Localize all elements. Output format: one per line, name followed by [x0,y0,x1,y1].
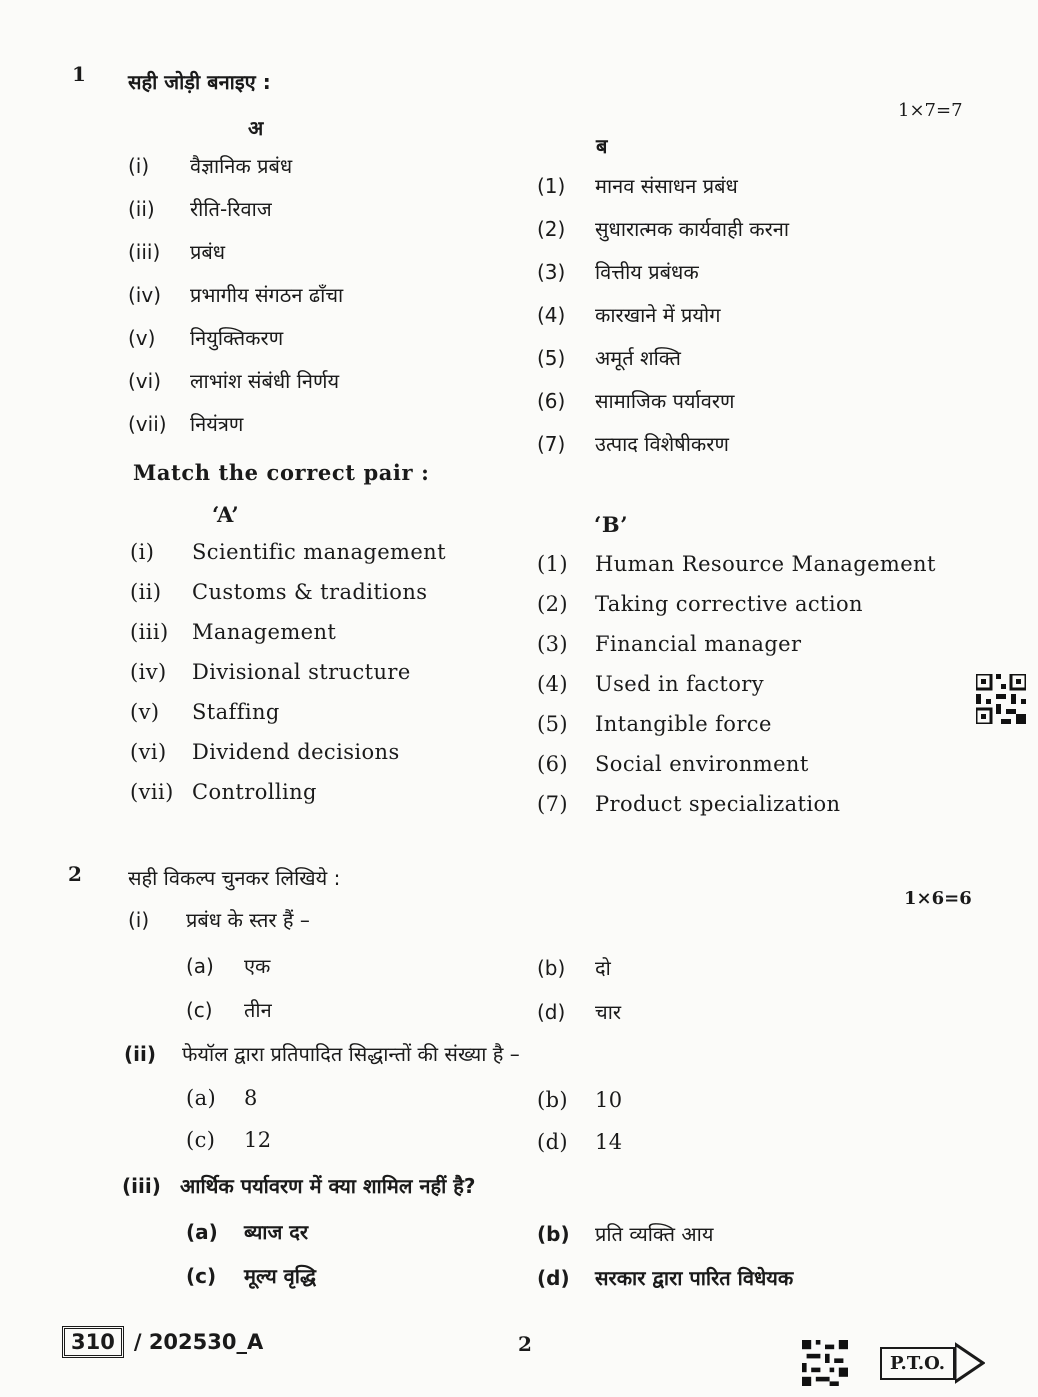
item-number: (3) [537,260,566,284]
list-item [128,195,343,238]
q1-instruction-hindi: सही जोड़ी बनाइए : [128,70,271,94]
item-number: (vi) [130,740,167,764]
item-number: (6) [537,389,566,413]
q1-number: 1 [72,62,86,86]
item-number: (2) [537,592,568,616]
list-item [128,152,343,195]
list-item [537,632,936,672]
item-text: कारखाने में प्रयोग [595,303,721,327]
item-text: Intangible force [595,712,772,736]
item-text: Used in factory [595,672,764,696]
option-text: प्रति व्यक्ति आय [595,1222,714,1246]
item-text: रीति-रिवाज [190,197,272,221]
option-label: (a) [186,1086,217,1110]
item-text: अमूर्त शक्ति [595,346,681,370]
list-item [130,740,446,780]
list-item [130,620,446,660]
option-label: (d) [537,1000,566,1024]
option-label: (b) [537,1222,570,1246]
option-text: मूल्य वृद्धि [244,1264,316,1288]
arrow-right-icon [955,1340,985,1386]
list-item [128,281,343,324]
item-text: Controlling [192,780,317,804]
sub-question-text: प्रबंध के स्तर हैं – [186,908,310,932]
list-item [128,324,343,367]
item-number: (i) [128,154,150,178]
paper-series: / 202530_A [133,1330,264,1354]
q1-col-a-head-english: ‘A’ [212,502,240,527]
list-item [130,660,446,700]
option-label: (a) [186,1220,218,1244]
q2-marks: 1×6=6 [904,888,972,909]
option-text: सरकार द्वारा पारित विधेयक [595,1266,794,1290]
item-text: सुधारात्मक कार्यवाही करना [595,217,790,241]
item-text: Dividend decisions [192,740,400,764]
item-text: प्रबंध [190,240,226,264]
item-number: (4) [537,672,568,696]
item-number: (iv) [128,283,161,307]
list-item [537,592,936,632]
option-d [537,1130,623,1154]
pto-label: P.T.O. [880,1347,955,1380]
q2-sub3-question [122,1172,475,1199]
item-number: (2) [537,217,566,241]
list-item [128,410,343,453]
option-label: (c) [186,1264,217,1288]
option-d [537,998,621,1025]
item-text: Customs & traditions [192,580,428,604]
item-number: (1) [537,174,566,198]
option-text: चार [595,1000,622,1024]
list-item [537,215,789,258]
option-a [186,1218,308,1245]
item-text: लाभांश संबंधी निर्णय [190,369,340,393]
option-label: (c) [186,998,213,1022]
qr-code-icon [976,674,1026,724]
q1-col-b-head-hindi: ब [596,134,608,158]
option-text: 14 [595,1130,623,1154]
option-a [186,1086,258,1110]
q2-sub2-question [124,1040,520,1067]
item-text: Financial manager [595,632,802,656]
option-c [186,1128,272,1152]
q2-sub1-question [128,906,310,933]
sub-question-text: फेयॉल द्वारा प्रतिपादित सिद्धान्तों की संख्या है – [182,1042,520,1066]
item-number: (ii) [130,580,162,604]
list-item [537,672,936,712]
q1-right-list-hindi [537,172,789,473]
item-number: (vii) [128,412,167,436]
option-a [186,952,270,979]
option-label: (b) [537,1088,569,1112]
page-number: 2 [518,1332,532,1356]
item-text: उत्पाद विशेषीकरण [595,432,729,456]
list-item [128,367,343,410]
list-item [537,552,936,592]
list-item [130,580,446,620]
q2-number: 2 [68,862,82,886]
item-number: (6) [537,752,568,776]
item-text: Staffing [192,700,280,724]
option-text: 12 [244,1128,272,1152]
list-item [537,792,936,832]
item-number: (7) [537,792,568,816]
item-number: (4) [537,303,566,327]
list-item [130,700,446,740]
item-number: (3) [537,632,568,656]
list-item [537,344,789,387]
item-number: (i) [130,540,155,564]
item-text: Management [192,620,337,644]
option-label: (a) [186,954,214,978]
option-label: (b) [537,956,566,980]
list-item [128,238,343,281]
item-number: (5) [537,346,566,370]
q1-marks: 1×7=7 [898,100,963,121]
list-item [537,258,789,301]
list-item [130,780,446,820]
list-item [537,387,789,430]
option-b [537,954,611,981]
list-item [537,752,936,792]
item-number: (iii) [130,620,169,644]
item-number: (v) [128,326,156,350]
q2-instruction-hindi: सही विकल्प चुनकर लिखिये : [128,866,341,890]
item-text: Product specialization [595,792,841,816]
list-item [130,540,446,580]
item-number: (v) [130,700,160,724]
item-text: Social environment [595,752,809,776]
option-d [537,1264,793,1291]
sub-question-text: आर्थिक पर्यावरण में क्या शामिल नहीं है? [180,1174,476,1198]
q1-col-a-head-hindi: अ [248,116,264,140]
option-text: 8 [244,1086,258,1110]
option-b [537,1220,713,1247]
sub-number: (ii) [124,1042,156,1066]
item-number: (iii) [128,240,161,264]
item-number: (ii) [128,197,155,221]
paper-code [62,1326,263,1358]
option-text: दो [595,956,611,980]
item-number: (vii) [130,780,174,804]
item-text: Scientific management [192,540,446,564]
item-number: (5) [537,712,568,736]
q1-left-list-english [130,540,446,820]
q1-left-list-hindi [128,152,343,453]
pto-marker [880,1340,985,1386]
item-number: (7) [537,432,566,456]
q1-col-b-head-english: ‘B’ [594,512,629,537]
item-text: प्रभागीय संगठन ढाँचा [190,283,344,307]
q1-instruction-english: Match the correct pair : [133,460,430,485]
paper-code-box: 310 [62,1326,124,1358]
item-number: (vi) [128,369,161,393]
list-item [537,712,936,752]
option-text: तीन [244,998,272,1022]
item-number: (iv) [130,660,167,684]
item-text: सामाजिक पर्यावरण [595,389,735,413]
option-label: (d) [537,1130,569,1154]
item-text: वैज्ञानिक प्रबंध [190,154,293,178]
q1-right-list-english [537,552,936,832]
sub-number: (i) [128,908,150,932]
option-c [186,1262,316,1289]
item-text: मानव संसाधन प्रबंध [595,174,738,198]
item-text: Divisional structure [192,660,411,684]
option-label: (c) [186,1128,216,1152]
option-text: ब्याज दर [244,1220,309,1244]
option-text: 10 [595,1088,623,1112]
item-text: Human Resource Management [595,552,936,576]
item-text: नियुक्तिकरण [190,326,284,350]
sub-number: (iii) [122,1174,161,1198]
option-text: एक [244,954,271,978]
item-text: वित्तीय प्रबंधक [595,260,699,284]
option-c [186,996,272,1023]
barcode-icon [802,1340,848,1386]
list-item [537,172,789,215]
list-item [537,430,789,473]
option-b [537,1088,623,1112]
option-label: (d) [537,1266,570,1290]
item-text: Taking corrective action [595,592,863,616]
item-number: (1) [537,552,568,576]
item-text: नियंत्रण [190,412,244,436]
list-item [537,301,789,344]
